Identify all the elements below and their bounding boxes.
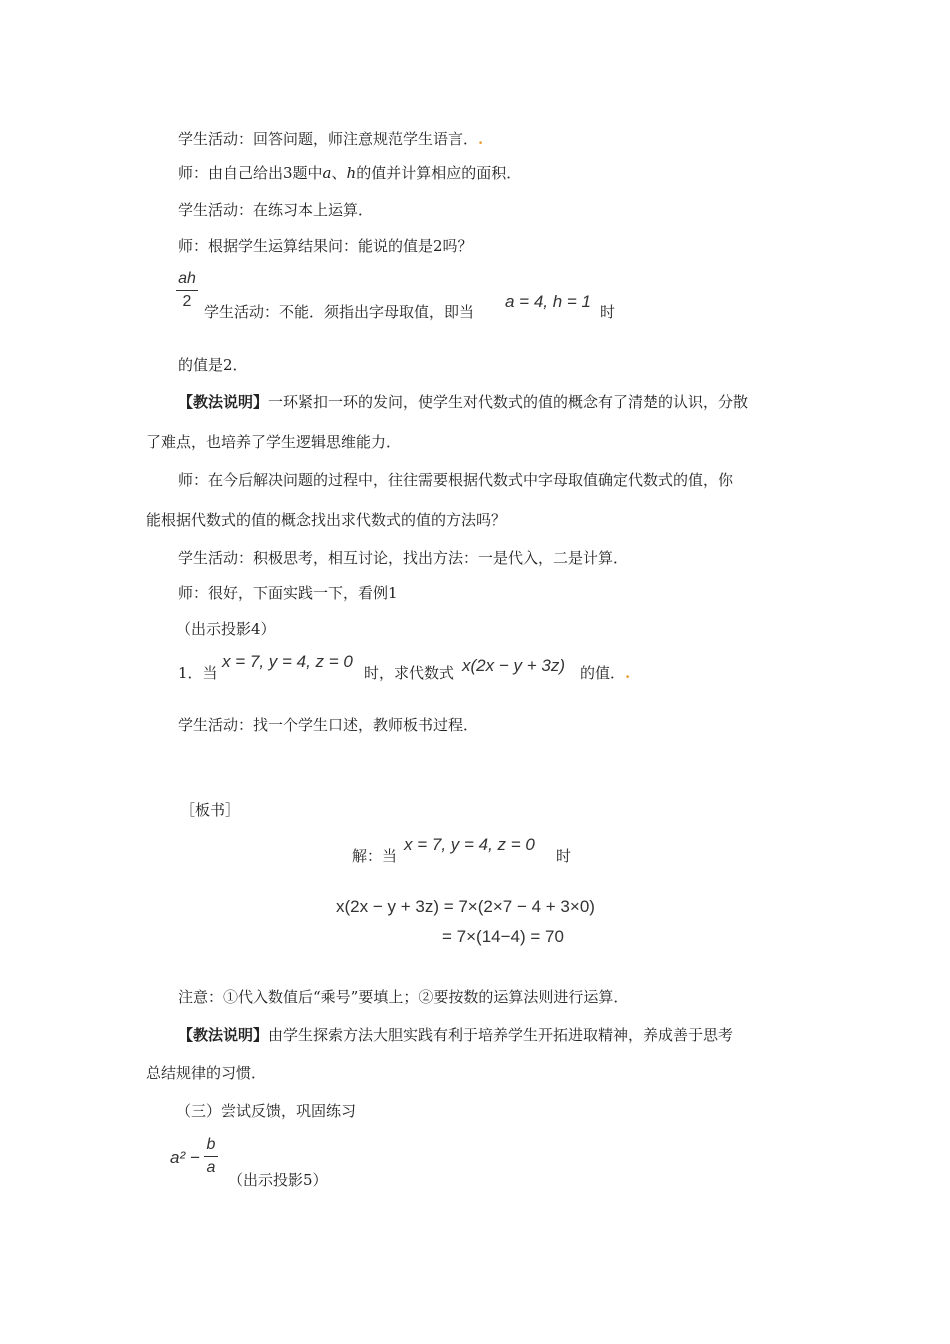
text: 师：由自己给出3题中 (178, 164, 323, 182)
para-teacher-values (178, 163, 521, 183)
text: 一环紧扣一环的发问，使学生对代数式的值的概念有了清楚的认识，分散 (268, 393, 749, 411)
para-teacher-ask (178, 236, 473, 256)
text: 学生活动：找一个学生口述，教师板书过程 (178, 716, 464, 734)
text: （出示投影4） (176, 620, 276, 638)
text-solution-when-end (556, 846, 571, 866)
para-student-compute (178, 200, 373, 220)
text: 学生活动：积极思考，相互讨论，找出方法：一是代入，二是计算． (178, 549, 629, 567)
text: 了难点，也培养了学生逻辑思维能力． (146, 433, 402, 451)
text: （出示投影5） (228, 1171, 328, 1189)
text-value-of (580, 663, 630, 683)
math-solution-values (404, 835, 535, 855)
numerator: b (206, 1136, 216, 1153)
mark-dot: . (625, 664, 631, 682)
text: 、 (331, 164, 347, 182)
text-when (600, 302, 615, 322)
tag: 【教法说明】 (178, 1026, 269, 1044)
mark-dot: . (478, 130, 484, 148)
para-value-is-2 (178, 355, 248, 375)
text: 解：当 (352, 847, 398, 865)
para-student-oral (178, 715, 478, 735)
text: 1．当 (178, 664, 218, 682)
text: 的值是2． (178, 356, 248, 374)
equation-line-2 (442, 927, 564, 947)
math: a² − (170, 1148, 200, 1167)
text: 的值并计算相应的面积． (356, 164, 522, 182)
para-method-note-2 (178, 1025, 733, 1045)
denominator: a (206, 1159, 216, 1176)
denominator: 2 (182, 293, 192, 310)
equation-line-1 (336, 897, 595, 917)
para-student-answer (178, 129, 483, 149)
var-a: a (322, 164, 332, 182)
para-teacher-future-cont (146, 510, 506, 530)
text: （三）尝试反馈，巩固练习 (176, 1102, 357, 1120)
text: 师：根据学生运算结果问：能说的值是2吗？ (178, 237, 473, 255)
math: x = 7, y = 4, z = 0 (404, 835, 535, 854)
text: 由学生探索方法大胆实践有利于培养学生开拓进取精神，养成善于思考 (268, 1026, 734, 1044)
para-method-note-2-cont (146, 1063, 266, 1083)
text: 的值． (580, 664, 626, 682)
math-expression (462, 656, 565, 676)
text: 时 (600, 303, 616, 321)
tag: 【教法说明】 (178, 393, 269, 411)
para-teacher-example (178, 583, 398, 603)
text: ． (463, 716, 479, 734)
text: ［板书］ (180, 801, 241, 819)
fraction-bar (204, 1156, 218, 1157)
numerator: ah (178, 270, 196, 287)
text: 时 (556, 847, 572, 865)
para-method-note-1 (178, 392, 748, 412)
fraction-bar (176, 290, 198, 291)
para-example-1 (178, 663, 218, 683)
var-h: h (346, 164, 357, 182)
text: 注意：①代入数值后“乘号”要填上；②要按数的运算法则进行运算． (178, 988, 629, 1006)
para-method-note-1-cont (146, 432, 401, 452)
math-a4-h1 (505, 292, 591, 312)
math: x(2x − y + 3z) = 7×(2×7 − 4 + 3×0) (336, 897, 595, 916)
para-solution-when (352, 846, 397, 866)
section-heading-practice (176, 1101, 356, 1121)
math: x = 7, y = 4, z = 0 (222, 652, 353, 671)
text: 师：很好，下面实践一下，看例1 (178, 584, 398, 602)
para-projection-4 (176, 619, 276, 639)
text: 总结规律的习惯． (146, 1064, 267, 1082)
text: 时，求代数式 (364, 664, 455, 682)
para-student-method (178, 548, 628, 568)
math: x(2x − y + 3z) (462, 656, 565, 675)
para-projection-5 (228, 1170, 328, 1190)
math-x7-y4-z0 (222, 652, 353, 672)
math: a = 4, h = 1 (505, 292, 592, 311)
text: 师：在今后解决问题的过程中，往往需要根据代数式中字母取值确定代数式的值，你 (178, 471, 734, 489)
fraction-b-over-a (204, 1136, 218, 1177)
math-a-squared-minus (170, 1148, 200, 1168)
math: = 7×(14−4) = 70 (442, 927, 564, 946)
fraction-ah-over-2 (176, 270, 198, 311)
para-attention (178, 987, 628, 1007)
text-find-value (364, 663, 454, 683)
para-student-cannot (204, 302, 474, 322)
text: 学生活动：回答问题，师注意规范学生语言． (178, 130, 479, 148)
text: 能根据代数式的值的概念找出求代数式的值的方法吗？ (146, 511, 507, 529)
text: 学生活动：不能．须指出字母取值，即当 (204, 303, 475, 321)
text: 学生活动：在练习本上运算． (178, 201, 374, 219)
para-board-label (180, 800, 240, 820)
para-teacher-future (178, 470, 733, 490)
